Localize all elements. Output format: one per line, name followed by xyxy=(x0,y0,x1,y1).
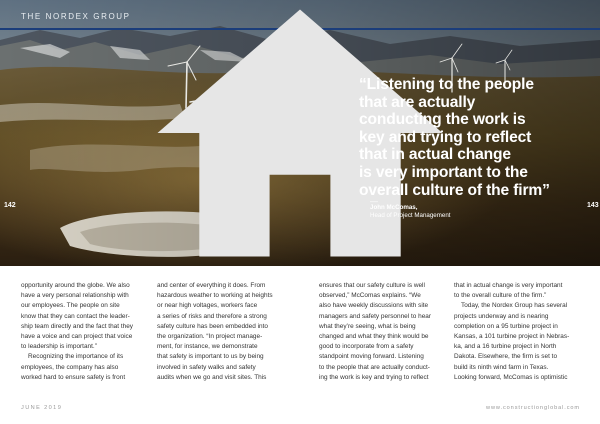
body-line: ment, for instance, we demonstrate xyxy=(157,343,258,351)
body-line: and center of everything it does. From xyxy=(157,282,266,289)
body-line: employees, the company has also xyxy=(21,363,119,371)
pull-quote-line: “Listening to the people xyxy=(359,76,534,93)
pull-quote-line: key and trying to reflect xyxy=(359,128,532,146)
body-line: to leadership is important.” xyxy=(21,343,97,351)
body-line: safety culture has been embedded into xyxy=(157,322,268,330)
body-line: to the overall culture of the firm.” xyxy=(454,292,547,300)
body-line: ka, and a 16 turbine project in North xyxy=(454,343,557,351)
pull-quote-line: that are actually xyxy=(359,93,476,111)
body-line: know that they can contact the leader- xyxy=(21,312,130,320)
body-column-1 xyxy=(21,281,145,383)
body-line: completion on a 95 turbine project in xyxy=(454,322,558,330)
body-line: changed and what they think would be xyxy=(319,333,429,341)
body-column-4 xyxy=(454,281,578,383)
body-line: what they’re seeing, what is being xyxy=(319,322,416,330)
brand-name: THE NORDEX GROUP xyxy=(21,12,131,21)
body-line: a series of risks and therefore a strong xyxy=(157,312,267,320)
body-line: or near high voltages, workers face xyxy=(157,302,258,310)
body-line: audits when we go and visit sites. This xyxy=(157,373,267,381)
body-line: observed,” McComas explains. “We xyxy=(319,292,421,300)
body-line: managers and safety personnel to hear xyxy=(319,312,432,320)
attribution-dash: — xyxy=(370,197,378,206)
body-line: to the people that are actually conduct- xyxy=(319,363,430,371)
body-line: that in actual change is very important xyxy=(454,282,563,289)
body-line: involved in safety walks and safety xyxy=(157,363,256,371)
page-number-right: 143 xyxy=(587,202,599,209)
issue-date: JUNE 2019 xyxy=(21,405,63,411)
body-line: ing the work is key and trying to reflect xyxy=(319,373,429,381)
body-line: good to incorporate from a safety xyxy=(319,343,414,351)
pull-quote xyxy=(359,76,573,199)
attribution-role: Head of Project Management xyxy=(370,212,451,219)
website-link[interactable]: www.constructionglobal.com xyxy=(486,405,580,411)
body-line: have a very personal relationship with xyxy=(21,292,129,300)
body-line: Today, the Nordex Group has several xyxy=(461,302,568,310)
pull-quote-line: overall culture of the firm” xyxy=(359,181,550,199)
body-line: worked hard to ensure safety is front xyxy=(21,373,126,381)
body-line: that safety is important to us by being xyxy=(157,353,264,361)
body-line: our employees. The people on site xyxy=(21,302,120,310)
body-line: Looking forward, McComas is optimistic xyxy=(454,373,568,381)
body-line: build its ninth wind farm in Texas. xyxy=(454,363,549,371)
pull-quote-line: that in actual change xyxy=(359,146,511,164)
body-line: Recognizing the importance of its xyxy=(28,353,124,361)
page-number-left: 142 xyxy=(4,202,16,209)
body-line: hazardous weather to working at heights xyxy=(157,292,273,300)
body-column-2 xyxy=(157,281,281,383)
body-line: the organization. “In project manage- xyxy=(157,333,263,341)
body-line: Dakota. Elsewhere, the firm is set to xyxy=(454,353,558,361)
body-line: projects underway and is nearing xyxy=(454,312,549,320)
pull-quote-line: conducting the work is xyxy=(359,111,526,129)
body-line: also have weekly discussions with site xyxy=(319,302,429,310)
attribution-name: John McComas, xyxy=(370,204,418,211)
body-line: have a voice and can project that voice xyxy=(21,333,133,341)
body-line: ensures that our safety culture is well xyxy=(319,282,425,289)
body-line: ship team directly and the fact that they xyxy=(21,322,134,330)
pull-quote-line: is very important to the xyxy=(359,163,528,181)
body-line: opportunity around the globe. We also xyxy=(21,282,130,289)
body-column-3 xyxy=(319,281,443,383)
body-line: standpoint moving forward. Listening xyxy=(319,353,424,361)
body-line: Kansas, a 101 turbine project in Nebras- xyxy=(454,333,570,341)
